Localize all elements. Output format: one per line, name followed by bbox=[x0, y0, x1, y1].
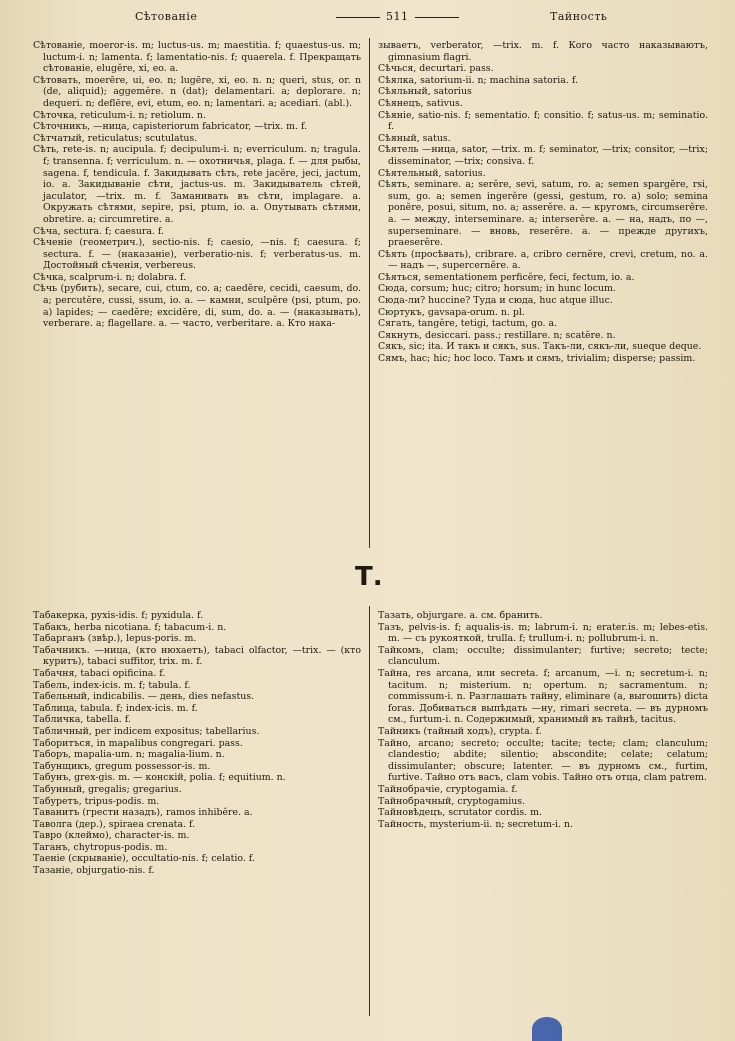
dictionary-entry: Сѣяніе, satio-nis. f; sementatio. f; consitio. f; satus-us. m; seminatio. f. bbox=[378, 109, 708, 133]
dictionary-entry: Табачня, tabaci opificina. f. bbox=[33, 667, 166, 679]
dictionary-entry: Сѣяться, sementationem perficĕre, feci, fectum, io. a. bbox=[378, 271, 635, 283]
dictionary-entry: Сѣть, rete-is. n; aucipula. f; decipulum-i. n; everriculum. n; tragula. f; transenna. f; verriculum. n. — охотничья, plaga. f. — для рыбы, sagena. f, tendicula. f. Закидывать сѣть, rete jacĕre, jeci, jactum, io. a. Закидываніе сѣти, jactus-us. m. Закидыватель сѣтей, jaculator, —trix. m. f. Заманивать въ сѣти, implagare. a. Окружать сѣтями, sepire, psi, ptum, io. a. Опутывать сѣтями, obretire. a; circumretire. a. bbox=[33, 144, 361, 225]
dictionary-entry: Тазъ, pelvis-is. f; aqualis-is. m; labrum-i. n; erater.is. m; lebes-etis. m. — съ рукояткой, trulla. f; trullum-i. n; pollubrum-i. n. bbox=[378, 621, 708, 645]
dictionary-entry: Табличный, per indicem expositus; tabellarius. bbox=[33, 725, 260, 737]
dictionary-entry: Табунный, gregalis; gregarius. bbox=[33, 783, 182, 795]
dictionary-entry: Сѣяный, satus. bbox=[378, 132, 451, 144]
dictionary-entry: Таборитъся, in mapalibus congregari. pass. bbox=[33, 737, 243, 749]
dictionary-entry: Табачникъ. —ница, (кто нюхаетъ), tabaci olfactor, —trix. — (кто куритъ), tabaci suffitor, trix. m. f. bbox=[33, 644, 361, 668]
dictionary-entry: Сѣять (просѣвать), cribrare. a, cribro cernĕre, crevi, cretum, no. a. — надъ —, supercernĕre. a. bbox=[378, 248, 708, 272]
dictionary-entry: Табакерка, pyxis-idis. f; pyxidula. f. bbox=[33, 610, 204, 621]
dictionary-entry: Тазать, objurgare. a. см. бранить. bbox=[378, 610, 543, 621]
dictionary-entry: Сямъ, hac; hic; hoc loco. Тамъ и сямъ, trivialim; disperse; passim. bbox=[378, 353, 696, 365]
dictionary-entry: Сѣчка, scalprum-i. n; dolabra. f. bbox=[33, 271, 187, 283]
library-stamp bbox=[532, 1017, 562, 1041]
dictionary-entry: Табель, index-icis. m. f; tabula. f. bbox=[33, 679, 191, 691]
dictionary-entry: Сѣятельный, satorius. bbox=[378, 167, 486, 179]
page-header bbox=[30, 10, 705, 28]
dictionary-entry: Таблица, tabula. f; index-icis. m. f. bbox=[33, 702, 198, 714]
column-bottom-right bbox=[378, 610, 708, 830]
dictionary-entry: Сѣтчатый, reticulatus; scutulatus. bbox=[33, 132, 198, 144]
dictionary-entry: Сѣять, seminare. a; serĕre, sevi, satum, ro. a; semen spargĕre, rsi, sum, go. a; semen ingerĕre (gessi, gestum, ro. a) solo; semina ponĕre, posui, situm, no. a; asserĕre. a. — кругомъ, circumserĕre. a. — между, interseminare. a; interserĕre. a. — на, надъ, по —, superseminare. — вновь, reserĕre. a. — прежде другихъ, praeserĕre. bbox=[378, 179, 708, 249]
dictionary-entry: Тайкомъ, clam; occulte; dissimulanter; furtive; secreto; tecte; clanculum. bbox=[378, 644, 708, 668]
column-top-left bbox=[33, 40, 361, 330]
column-bottom-left bbox=[33, 610, 361, 877]
section-letter: Т. bbox=[355, 562, 383, 592]
dictionary-entry: Таеніе (скрываніе), occultatio-nis. f; celatio. f. bbox=[33, 853, 255, 865]
dictionary-entry: Таборъ, mapalia-um. n; magalia-lium. n. bbox=[33, 749, 225, 761]
dictionary-entry: Сякъ, sic; ita. И такъ и сякъ, sus. Такъ-ли, сякъ-ли, sueque deque. bbox=[378, 341, 702, 353]
dictionary-entry: Сѣялка, satorium-ii. n; machina satoria. f. bbox=[378, 74, 578, 86]
dictionary-entry: Табличка, tabella. f. bbox=[33, 714, 131, 726]
dictionary-entry: Сѣча, sectura. f; caesura. f. bbox=[33, 225, 165, 237]
dictionary-entry: Тайно, arcano; secreto; occulte; tacite; tecte; clam; clanculum; clandestio; abdite; silentio; abscondite; celate; celatum; dissimulanter; obscure; latenter. — въ дурномъ см., furtim, furtive. Тайно отъ васъ, clam vobis. Тайно отъ отца, clam patrem. bbox=[378, 737, 708, 784]
dictionary-entry: Табарганъ (звѣр.), lepus-poris. m. bbox=[33, 633, 197, 645]
dictionary-entry: Тайникъ (тайный ходъ), crypta. f. bbox=[378, 725, 542, 737]
dictionary-entry: Сѣяльный, satorius bbox=[378, 86, 472, 98]
dictionary-entry: Сѣтовать, moerēre, ui, eo. n; lugēre, xi, eo. n. n; queri, stus, or. n (de, aliquid); aggemĕre. n (dat); delamentari. a; deplorare. n; dequeri. n; deflēre, evi, etum, eo. n; lamentari. a; acediari. (abl.). bbox=[33, 74, 361, 109]
column-divider-bottom bbox=[369, 606, 370, 1016]
dictionary-entry: Сякнуть, desiccari. pass.; restillare. n; scatĕre. n. bbox=[378, 329, 616, 341]
dictionary-entry: Сѣточка, reticulum-i. n; retiolum. n. bbox=[33, 109, 206, 121]
dictionary-entry: Таванитъ (грести назадъ), ramos inhibĕre. a. bbox=[33, 807, 253, 819]
dictionary-entry: Табельный, indicabilis. — день, dies nefastus. bbox=[33, 691, 255, 703]
header-rule-left bbox=[336, 17, 380, 18]
dictionary-entry: Сѣченіе (геометрич.), sectio-nis. f; caesio, —nis. f; caesura. f; sectura. f. — (наказаніе), verberatio-nis. f; verberatus-us. m. Достойный сѣченія, verbereus. bbox=[33, 237, 361, 272]
dictionary-entry: Сюда, corsum; huc; citro; horsum; in hunc locum. bbox=[378, 283, 616, 295]
header-page-number-group bbox=[330, 10, 465, 23]
dictionary-entry: Табакъ, herba nicotiana. f; tabacum-i. n. bbox=[33, 621, 227, 633]
dictionary-entry: Табуретъ, tripus-podis. m. bbox=[33, 795, 160, 807]
dictionary-entry: Табунщикъ, gregum possessor-is. m. bbox=[33, 760, 211, 772]
column-top-right bbox=[378, 40, 708, 365]
dictionary-entry: Сѣчься, decurtari. pass. bbox=[378, 63, 494, 75]
page-number: 511 bbox=[386, 10, 409, 23]
dictionary-entry: зываетъ, verberator, —trix. m. f. Кого часто наказываютъ, gimnasium flagri. bbox=[378, 40, 708, 63]
dictionary-entry: Табунъ, grex-gis. m. — конскій, polia. f; equitium. n. bbox=[33, 772, 286, 784]
dictionary-entry: Тайнобрачный, cryptogamius. bbox=[378, 795, 526, 807]
dictionary-entry: Сюда-ли? huccine? Туда и сюда, huc atque illuc. bbox=[378, 295, 613, 307]
dictionary-entry: Сюртукъ, gavsapa-orum. n. pl. bbox=[378, 306, 525, 318]
column-divider-top bbox=[369, 38, 370, 548]
dictionary-entry: Таволга (дер.), spiraea crenata. f. bbox=[33, 818, 196, 830]
header-left-word: Сѣтованіе bbox=[135, 10, 198, 23]
dictionary-entry: Сѣятель —ница, sator, —trix. m. f; seminator, —trix; consitor, —trix; disseminator, —trix; consiva. f. bbox=[378, 144, 708, 167]
dictionary-entry: Сѣтованіе, moeror-is. m; luctus-us. m; maestitia. f; quaestus-us. m; luctum-i. n; lamenta. f; lamentatio-nis. f; quaerela. f. Прекращать сѣтованіе, elugĕre, xi, eo. a. bbox=[33, 40, 361, 75]
header-rule-right bbox=[415, 17, 459, 18]
dictionary-entry: Сѣянецъ, sativus. bbox=[378, 97, 463, 109]
dictionary-entry: Тайнобрачіе, cryptogamia. f. bbox=[378, 783, 518, 795]
dictionary-entry: Таганъ, chytropus-podis. m. bbox=[33, 841, 168, 853]
header-right-word: Тайность bbox=[550, 10, 608, 23]
dictionary-entry: Тайна, res arcana, или secreta. f; arcanum, —i. n; secretum-i. n; tacitum. n; misterium. n; opertum. n; sacramentum. n; commissum-i. n. Разглашать тайну, eliminare (a, выгошить) dicta foras. Добиваться выпѣдать —ну, rimari secreta. — въ дурномъ см., furtum-i. n. Содержимый, хранимый въ тайнѣ, tacitus. bbox=[378, 667, 708, 726]
dictionary-entry: Тайность, mysterium-ii. n; secretum-i. n. bbox=[378, 818, 573, 830]
dictionary-entry: Тавро (клеймо), character-is. m. bbox=[33, 830, 190, 842]
dictionary-entry: Тазаніе, objurgatio-nis. f. bbox=[33, 865, 155, 877]
dictionary-entry: Сѣчь (рубить), secare, cui, ctum, co. a; caedĕre, cecidi, caesum, do. a; percutĕre, cussi, ssum, io. a. — камни, sculpĕre (psi, ptum, po. a) lapides; — caedĕre; excidĕre, di, sum, do. a. — (наказывать), verberare. a; flagellare. a. — часто, verberitare. a. Кто нака- bbox=[33, 283, 361, 330]
dictionary-entry: Сѣточникъ, —ница, capisteriorum fabricator, —trix. m. f. bbox=[33, 121, 308, 133]
dictionary-entry: Сягать, tangĕre, tetigi, tactum, go. a. bbox=[378, 318, 558, 330]
dictionary-entry: Тайновѣдецъ, scrutator cordis. m. bbox=[378, 807, 543, 819]
